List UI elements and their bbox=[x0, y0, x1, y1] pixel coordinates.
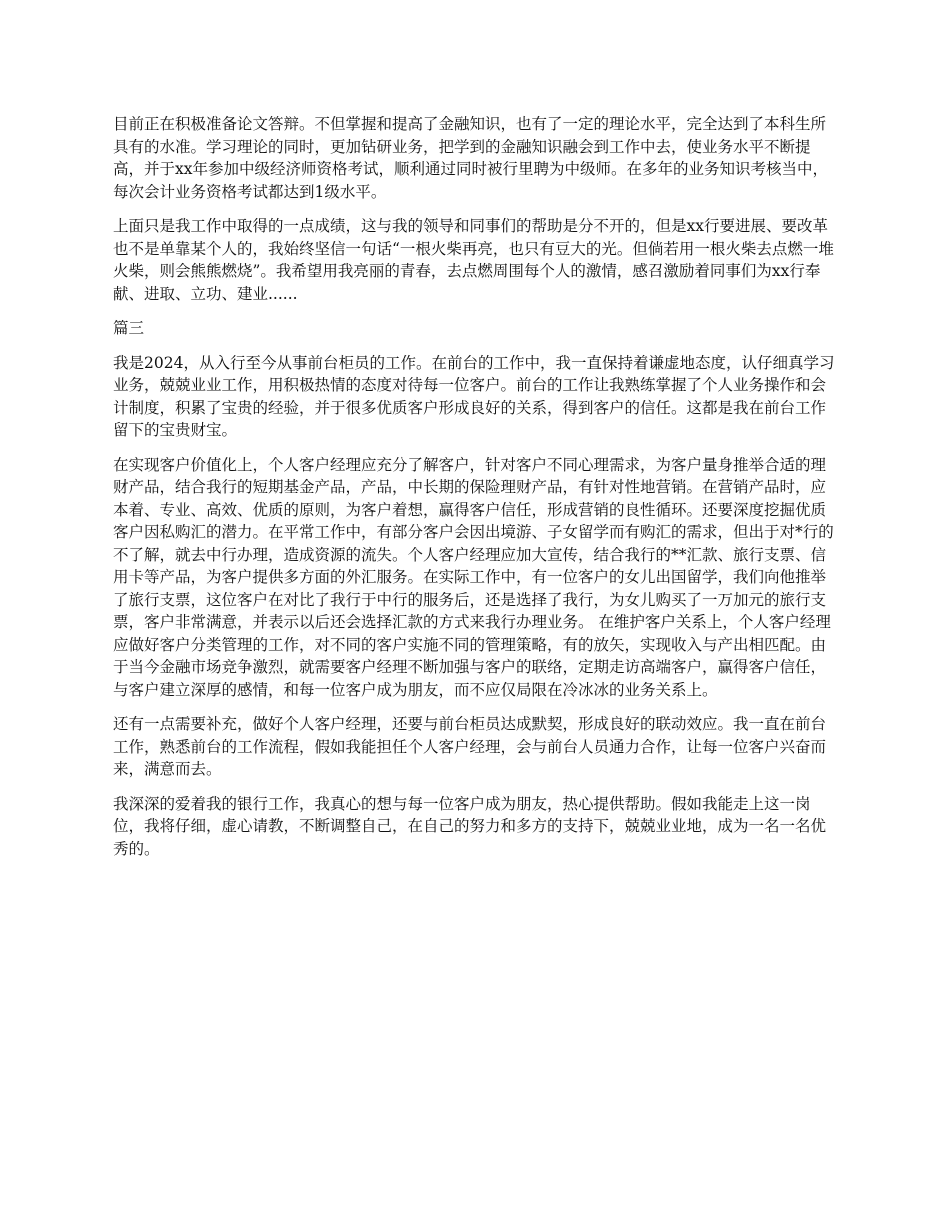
paragraph-front-desk-work: 我是2024，从入行至今从事前台柜员的工作。在前台的工作中，我一直保持着谦虚地态度，认仔细真学习业务，兢兢业业工作，用积极热情的态度对待每一位客户。前台的工作让我熟练掌握了个人业务操作和会计制度，积累了宝贵的经验，并于很多优质客户形成良好的关系，得到客户的信任。这都是我在前台工作留下的宝贵财宝。 bbox=[113, 353, 835, 439]
paragraph-study-progress: 目前正在积极准备论文答辩。不但掌握和提高了金融知识，也有了一定的理论水平，完全达到了本科生所具有的水准。学习理论的同时，更加钻研业务，把学到的金融知识融会到工作中去，使业务水平不断提高，并于xx年参加中级经济师资格考试，顺利通过同时被行里聘为中级师。在多年的业务知识考核当中，每次会计业务资格考试都达到1级水平。 bbox=[113, 115, 828, 201]
section-title: 篇三 bbox=[113, 319, 145, 337]
paragraph-conclusion: 我深深的爱着我的银行工作，我真心的想与每一位客户成为朋友，热心提供帮助。假如我能走上这一岗位，我将仔细，虚心请教，不断调整自己，在自己的努力和多方的支持下，兢兢业业地，成为一名一名优秀的。 bbox=[113, 794, 827, 858]
document-body bbox=[113, 113, 839, 872]
paragraph-customer-value: 在实现客户价值化上，个人客户经理应充分了解客户，针对客户不同心理需求，为客户量身推举合适的理财产品，结合我行的短期基金产品，产品，中长期的保险理财产品，有针对性地营销。在营销产品时，应本着、专业、高效、优质的原则，为客户着想，赢得客户信任，形成营销的良性循环。还要深度挖掘优质客户因私购汇的潜力。在平常工作中，有部分客户会因出境游、子女留学而有购汇的需求，但出于对*行的不了解，就去中行办理，造成资源的流失。个人客户经理应加大宣传，结合我行的**汇款、旅行支票、信用卡等产品，为客户提供多方面的外汇服务。在实际工作中，有一位客户的女儿出国留学，我们向他推举了旅行支票，这位客户在对比了我行于中行的服务后，还是选择了我行，为女儿购买了一万加元的旅行支票，客户非常满意，并表示以后还会选择汇款的方式来我行办理业务。 在维护客户关系上，个人客户经理应做好客户分类管理的工作，对不同的客户实施不同的管理策略，有的放矢，实现收入与产出相匹配。由于当今金融市场竞争激烈，就需要客户经理不断加强与客户的联络，定期走访高端客户，赢得客户信任，与客户建立深厚的感情，和每一位客户成为朋友，而不应仅局限在冷冰冰的业务关系上。 bbox=[113, 455, 834, 699]
paragraph-teamwork: 还有一点需要补充，做好个人客户经理，还要与前台柜员达成默契，形成良好的联动效应。我一直在前台工作，熟悉前台的工作流程，假如我能担任个人客户经理，会与前台人员通力合作，让每一位客户兴奋而来，满意而去。 bbox=[113, 715, 827, 778]
paragraph-achievements: 上面只是我工作中取得的一点成绩，这与我的领导和同事们的帮助是分不开的，但是xx行要进展、要改革也不是单靠某个人的，我始终坚信一句话“一根火柴再亮，也只有豆大的光。但倘若用一根火柴去点燃一堆火柴，则会熊熊燃烧”。我希望用我亮丽的青春，去点燃周围每个人的激情，感召激励着同事们为xx行奉献、进取、立功、建业...... bbox=[113, 217, 834, 303]
